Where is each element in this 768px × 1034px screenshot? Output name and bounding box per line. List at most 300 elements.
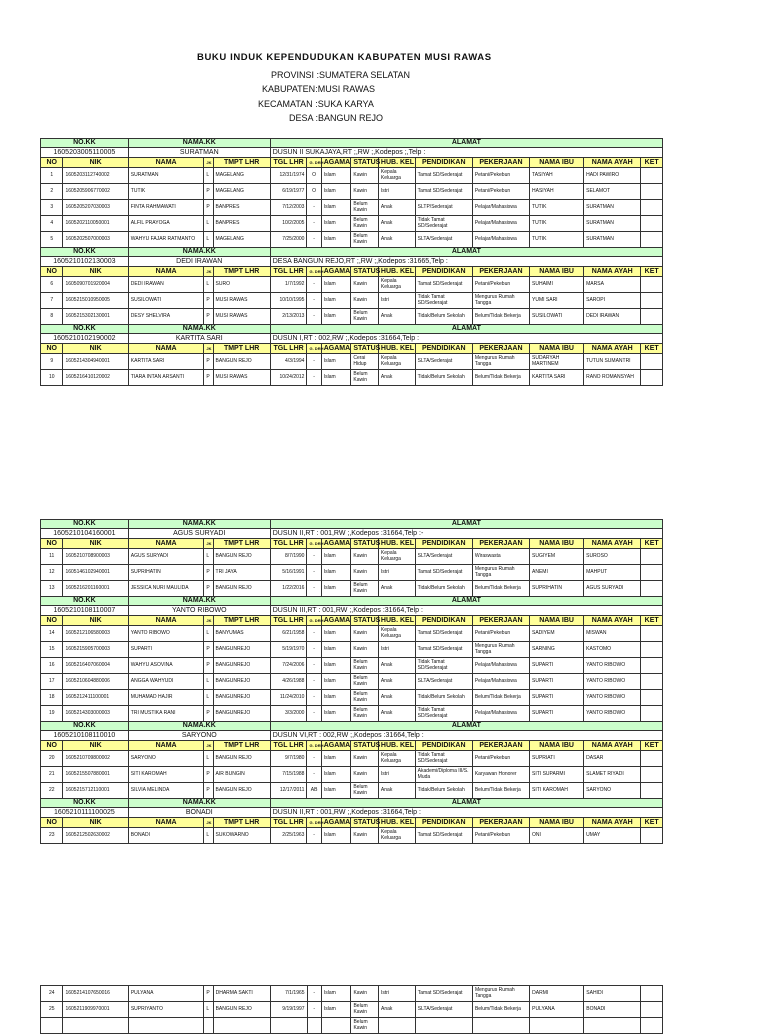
table-cell: - — [307, 200, 321, 216]
table-cell: Islam — [321, 674, 351, 690]
family-header-values — [41, 606, 663, 616]
column-header: STATUS — [351, 818, 379, 828]
table-cell — [641, 549, 663, 565]
table-cell: SAROPI — [584, 293, 641, 309]
table-row — [41, 658, 663, 674]
table-cell: 1605215010950005 — [63, 293, 128, 309]
table-cell — [128, 1018, 204, 1034]
column-header: TMPT LHR — [213, 344, 270, 354]
column-header: NAMA IBU — [530, 616, 584, 626]
table-cell: O — [307, 168, 321, 184]
no-kk-label: NO.KK — [41, 248, 129, 257]
table-cell: SUPRIYANTO — [128, 1002, 204, 1018]
table-cell: SUPRIHATIN — [128, 565, 204, 581]
column-header: STATUS — [351, 741, 379, 751]
alamat-label: ALAMAT — [270, 325, 662, 334]
table-cell: TASIYAH — [530, 168, 584, 184]
table-cell: 1605203112740002 — [63, 168, 128, 184]
column-header: STATUS — [351, 158, 379, 168]
table-cell: Mengurus Rumah Tangga — [472, 293, 529, 309]
table-cell: - — [307, 216, 321, 232]
table-cell: Anak — [379, 1002, 416, 1018]
table-cell: BANGUN REJO — [213, 354, 270, 370]
table-cell: 9/19/1997 — [270, 1002, 307, 1018]
table-cell: Kawin — [351, 184, 379, 200]
table-cell — [530, 1018, 584, 1034]
table-cell: Kawin — [351, 751, 379, 767]
table-cell: P — [204, 309, 213, 325]
table-cell: - — [307, 581, 321, 597]
table-cell: ALFIL PRAYOGA — [128, 216, 204, 232]
table-cell: Pelajar/Mahasiswa — [472, 216, 529, 232]
column-header: NAMA — [128, 818, 204, 828]
table-cell: Kepala Keluarga — [378, 828, 415, 844]
table-cell: - — [307, 626, 321, 642]
table-cell: SUDARYAH MARTINEM — [530, 354, 584, 370]
table-cell: Tidak/Belum Sekolah — [415, 370, 472, 386]
column-header: NAMA — [128, 616, 204, 626]
alamat-label: ALAMAT — [270, 597, 662, 606]
table-cell: 14 — [41, 626, 63, 642]
table-cell: Islam — [321, 642, 351, 658]
column-header: PENDIDIKAN — [415, 741, 472, 751]
table-cell: DHARMA SAKTI — [213, 986, 270, 1002]
table-cell: Kawin — [351, 549, 379, 565]
table-cell: 24 — [41, 986, 63, 1002]
table-cell: Mengurus Rumah Tangga — [472, 565, 529, 581]
column-header: NIK — [63, 267, 128, 277]
table-cell: Tamat SD/Sederajat — [415, 828, 472, 844]
column-header: PEKERJAAN — [472, 818, 529, 828]
table-cell: BANGUNREJO — [213, 690, 270, 706]
column-header: NIK — [63, 344, 128, 354]
column-header: KET — [641, 616, 663, 626]
table-cell: BANYUMAS — [213, 626, 270, 642]
table-cell: Islam — [321, 767, 351, 783]
table-cell: Belum/Tidak Bekerja — [472, 581, 529, 597]
column-header: PEKERJAAN — [472, 158, 529, 168]
column-header: KET — [641, 344, 663, 354]
table-cell: SUSILOWATI — [128, 293, 204, 309]
table-cell: Anak — [378, 690, 415, 706]
column-header: NAMA AYAH — [584, 616, 641, 626]
column-header: TMPT LHR — [213, 616, 270, 626]
column-header: NAMA IBU — [530, 818, 584, 828]
table-row — [41, 277, 663, 293]
table-cell: SARYONO — [128, 751, 204, 767]
table-cell: Pelajar/Mahasiswa — [472, 232, 529, 248]
register-table — [40, 519, 663, 844]
table-cell: Islam — [321, 986, 351, 1002]
table-cell: - — [307, 642, 321, 658]
table-cell — [641, 293, 663, 309]
table-cell — [641, 626, 663, 642]
table-cell: SUSILOWATI — [530, 309, 584, 325]
table-cell: Tidak Tamat SD/Sederajat — [415, 751, 472, 767]
table-cell: 11 — [41, 549, 63, 565]
table-cell: 2 — [41, 184, 63, 200]
column-header: PEKERJAAN — [472, 741, 529, 751]
table-cell: Islam — [321, 828, 351, 844]
table-cell: P — [204, 581, 213, 597]
table-cell: Belum Kawin — [351, 1018, 379, 1034]
table-cell: 18 — [41, 690, 63, 706]
table-cell: YANTO RIBOWO — [128, 626, 204, 642]
alamat-value: DUSUN VI,RT : 002,RW ;,Kodepos :31664,Telp : — [270, 731, 662, 741]
table-cell — [204, 1018, 213, 1034]
table-cell: Istri — [378, 184, 415, 200]
table-cell: - — [307, 370, 321, 386]
table-cell: Islam — [321, 565, 351, 581]
column-header: KET — [641, 539, 663, 549]
table-cell — [641, 168, 663, 184]
table-cell: 5/19/1970 — [270, 642, 307, 658]
table-cell: 1605205906770002 — [63, 184, 128, 200]
table-cell: YANTO RIBOWO — [584, 674, 641, 690]
column-header-row — [41, 344, 663, 354]
table-cell: Petani/Pekebun — [472, 184, 529, 200]
table-cell — [641, 354, 663, 370]
table-cell — [307, 1018, 321, 1034]
table-cell — [641, 658, 663, 674]
column-header: NAMA AYAH — [584, 818, 641, 828]
table-cell: SARNING — [530, 642, 584, 658]
column-header: NO — [41, 616, 63, 626]
no-kk-label: NO.KK — [41, 520, 129, 529]
column-header: HUB. KEL — [378, 267, 415, 277]
column-header: G. DRH — [307, 741, 321, 751]
column-header: PENDIDIKAN — [415, 818, 472, 828]
alamat-label: ALAMAT — [270, 139, 662, 148]
column-header: G. DRH — [307, 158, 321, 168]
table-cell: Petani/Pekebun — [472, 626, 529, 642]
table-cell: 8 — [41, 309, 63, 325]
column-header-row — [41, 267, 663, 277]
table-cell: BANGUNREJO — [213, 706, 270, 722]
table-cell: 16 — [41, 658, 63, 674]
table-cell: Tamat SD/Sederajat — [415, 184, 472, 200]
table-cell: 1/7/1992 — [270, 277, 307, 293]
table-cell: 1605202110050001 — [63, 216, 128, 232]
family-header-labels — [41, 325, 663, 334]
table-cell: Pelajar/Mahasiswa — [472, 706, 529, 722]
table-cell: Kawin — [351, 293, 379, 309]
nama-kk-value: SURATMAN — [128, 148, 270, 158]
no-kk-label: NO.KK — [41, 597, 129, 606]
alamat-value: DUSUN I,RT : 002,RW ;,Kodepos :31664,Telp : — [270, 334, 662, 344]
column-header: NAMA — [128, 267, 204, 277]
table-cell: O — [307, 184, 321, 200]
header-kecamatan: KECAMATAN :SUKA KARYA — [258, 99, 374, 109]
table-cell: - — [307, 232, 321, 248]
no-kk-label: NO.KK — [41, 139, 129, 148]
table-cell: 10/2/2005 — [270, 216, 307, 232]
table-cell: Belum Kawin — [351, 690, 379, 706]
column-header: HUB. KEL — [378, 344, 415, 354]
nama-kk-value: SARYONO — [128, 731, 270, 741]
family-header-values — [41, 148, 663, 158]
table-cell: 11/24/2010 — [270, 690, 307, 706]
no-kk-value: 1605210108110010 — [41, 731, 129, 741]
alamat-value: DESA BANGUN REJO,RT ;,RW ;,Kodepos :31665,Telp : — [270, 257, 662, 267]
table-cell: BANGUN REJO — [213, 581, 270, 597]
table-cell: - — [307, 549, 321, 565]
table-cell: Mengurus Rumah Tangga — [472, 642, 529, 658]
table-cell: BANPRES — [213, 216, 270, 232]
column-header: PEKERJAAN — [472, 616, 529, 626]
alamat-label: ALAMAT — [270, 799, 662, 808]
table-cell: Kepala Keluarga — [378, 626, 415, 642]
table-cell: Kepala Keluarga — [378, 354, 415, 370]
table-cell — [641, 783, 663, 799]
column-header: JK — [204, 344, 213, 354]
column-header-row — [41, 158, 663, 168]
table-cell: MISWAN — [584, 626, 641, 642]
table-cell: Anak — [378, 706, 415, 722]
table-row — [41, 674, 663, 690]
table-cell — [472, 1018, 529, 1034]
table-cell — [641, 200, 663, 216]
table-cell: SURATMAN — [584, 200, 641, 216]
column-header: NIK — [63, 741, 128, 751]
table-cell: L — [204, 232, 213, 248]
table-cell: Islam — [321, 626, 351, 642]
column-header: NAMA IBU — [530, 267, 584, 277]
table-cell: 9 — [41, 354, 63, 370]
table-cell: MAGELANG — [213, 168, 270, 184]
table-cell: 25 — [41, 1002, 63, 1018]
table-cell: Belum Kawin — [351, 370, 379, 386]
table-cell: P — [204, 293, 213, 309]
table-cell: SADIYEM — [530, 626, 584, 642]
table-cell: 8/7/1990 — [270, 549, 307, 565]
table-cell: Petani/Pekebun — [472, 751, 529, 767]
table-row — [41, 216, 663, 232]
table-cell: P — [204, 658, 213, 674]
alamat-label: ALAMAT — [270, 248, 662, 257]
alamat-value: DUSUN II,RT : 001,RW ;,Kodepos :31664,Telp :- — [270, 529, 662, 539]
column-header: NAMA IBU — [530, 344, 584, 354]
table-cell: KASTOMO — [584, 642, 641, 658]
table-cell: Kepala Keluarga — [378, 277, 415, 293]
table-cell: Belum/Tidak Bekerja — [472, 370, 529, 386]
no-kk-value: 1605210102130003 — [41, 257, 129, 267]
table-cell: Kawin — [351, 168, 379, 184]
nama-kk-label: NAMA.KK — [128, 520, 270, 529]
table-cell: L — [204, 828, 213, 844]
table-cell: Tidak/Belum Sekolah — [415, 783, 472, 799]
table-cell: - — [307, 565, 321, 581]
table-row — [41, 184, 663, 200]
column-header: AGAMA — [321, 818, 351, 828]
family-header-values — [41, 731, 663, 741]
table-cell: Belum Kawin — [351, 309, 379, 325]
table-cell: Tamat SD/Sederajat — [415, 986, 472, 1002]
table-cell: Kepala Keluarga — [378, 549, 415, 565]
table-cell: ANGGA WAHYUDI — [128, 674, 204, 690]
table-cell: YANTO RIBOWO — [584, 706, 641, 722]
table-cell: TUTIK — [128, 184, 204, 200]
table-cell: Cerai Hidup — [351, 354, 379, 370]
table-cell: WAHYU ASOVINA — [128, 658, 204, 674]
column-header: G. DRH — [307, 344, 321, 354]
table-cell: Tidak Tamat SD/Sederajat — [415, 293, 472, 309]
table-row — [41, 642, 663, 658]
nama-kk-value: AGUS SURYADI — [128, 529, 270, 539]
table-cell: Petani/Pekebun — [472, 828, 529, 844]
table-cell: L — [204, 1002, 213, 1018]
table-cell: P — [204, 370, 213, 386]
table-cell: 4/3/1994 — [270, 354, 307, 370]
table-cell: - — [307, 690, 321, 706]
table-cell: - — [307, 706, 321, 722]
table-row — [41, 626, 663, 642]
table-cell: MAHPUT — [584, 565, 641, 581]
no-kk-value: 1605210104160001 — [41, 529, 129, 539]
table-cell: KARTITA SARI — [128, 354, 204, 370]
table-cell: Istri — [378, 565, 415, 581]
table-cell — [641, 690, 663, 706]
table-cell: 10 — [41, 370, 63, 386]
table-cell — [41, 1018, 63, 1034]
table-cell: Tamat SD/Sederajat — [415, 277, 472, 293]
table-cell: Kawin — [351, 767, 379, 783]
table-cell: Anak — [378, 200, 415, 216]
nama-kk-label: NAMA.KK — [128, 799, 270, 808]
table-cell: Islam — [321, 658, 351, 674]
column-header: TGL LHR — [270, 158, 307, 168]
table-cell — [641, 767, 663, 783]
table-cell: Pelajar/Mahasiswa — [472, 658, 529, 674]
nama-kk-value: DEDI IRAWAN — [128, 257, 270, 267]
table-cell: Wiraswasta — [472, 549, 529, 565]
table-cell: MUSI RAWAS — [213, 293, 270, 309]
table-row — [41, 293, 663, 309]
table-cell: BANGUN REJO — [213, 783, 270, 799]
family-header-labels — [41, 248, 663, 257]
register-table — [40, 985, 663, 1034]
table-row — [41, 706, 663, 722]
column-header: NAMA — [128, 539, 204, 549]
table-cell: Kawin — [351, 828, 379, 844]
table-cell: Istri — [378, 642, 415, 658]
column-header: NAMA IBU — [530, 158, 584, 168]
table-cell: Anak — [378, 216, 415, 232]
table-row — [41, 232, 663, 248]
column-header: PENDIDIKAN — [415, 344, 472, 354]
table-cell: PULYANA — [128, 986, 204, 1002]
no-kk-value: 1605203005110005 — [41, 148, 129, 158]
table-cell: Islam — [321, 168, 351, 184]
no-kk-label: NO.KK — [41, 722, 129, 731]
table-cell: SLTA/Sederajat — [415, 674, 472, 690]
table-cell: 23 — [41, 828, 63, 844]
table-cell: TUTUN SUMANTRI — [584, 354, 641, 370]
table-cell — [641, 309, 663, 325]
table-cell: Anak — [378, 674, 415, 690]
column-header: NAMA AYAH — [584, 741, 641, 751]
table-cell: TUTIK — [530, 232, 584, 248]
table-cell: 3/3/2000 — [270, 706, 307, 722]
table-cell: SUHAIMI — [530, 277, 584, 293]
table-cell: Kawin — [351, 565, 379, 581]
table-cell: Istri — [378, 293, 415, 309]
table-cell: Islam — [321, 783, 351, 799]
table-cell: AIR BUNGIN — [213, 767, 270, 783]
table-cell: SLTP/Sederajat — [415, 200, 472, 216]
table-cell: 17 — [41, 674, 63, 690]
table-cell: L — [204, 674, 213, 690]
table-cell: 6 — [41, 277, 63, 293]
table-cell: Kawin — [351, 986, 379, 1002]
table-cell: P — [204, 200, 213, 216]
nama-kk-label: NAMA.KK — [128, 325, 270, 334]
table-cell: SARYONO — [584, 783, 641, 799]
table-cell: 7/24/2006 — [270, 658, 307, 674]
table-cell: KARTITA SARI — [530, 370, 584, 386]
column-header: JK — [204, 818, 213, 828]
column-header: NAMA AYAH — [584, 267, 641, 277]
table-cell: - — [307, 986, 321, 1002]
table-cell: Kawin — [351, 277, 379, 293]
header-kabupaten: KABUPATEN:MUSI RAWAS — [262, 84, 376, 94]
table-cell: Tidak/Belum Sekolah — [415, 581, 472, 597]
table-row — [41, 690, 663, 706]
table-cell: DARMI — [530, 986, 584, 1002]
table-cell: DASAR — [584, 751, 641, 767]
table-cell: Tamat SD/Sederajat — [415, 642, 472, 658]
table-cell: - — [307, 1002, 321, 1018]
table-cell: SUPRIHATIN — [530, 581, 584, 597]
table-row — [41, 751, 663, 767]
table-cell: Kepala Keluarga — [378, 168, 415, 184]
column-header: JK — [204, 267, 213, 277]
table-cell: SAHIDI — [584, 986, 641, 1002]
family-header-values — [41, 257, 663, 267]
table-cell: MUSI RAWAS — [213, 370, 270, 386]
column-header: AGAMA — [321, 741, 351, 751]
table-cell: YANTO RIBOWO — [584, 690, 641, 706]
table-cell: Belum Kawin — [351, 216, 379, 232]
table-cell: SUPARTI — [530, 690, 584, 706]
column-header: NO — [41, 818, 63, 828]
column-header: NAMA IBU — [530, 741, 584, 751]
table-cell: 1605211909970001 — [63, 1002, 128, 1018]
table-cell: P — [204, 565, 213, 581]
family-header-values — [41, 808, 663, 818]
table-cell: Kepala Keluarga — [378, 751, 415, 767]
table-cell: Islam — [321, 354, 351, 370]
table-cell: TUTIK — [530, 216, 584, 232]
table-cell: BANGUNREJO — [213, 674, 270, 690]
table-cell: P — [204, 986, 213, 1002]
table-cell: Istri — [379, 986, 416, 1002]
table-row — [41, 581, 663, 597]
table-cell: WAHYU FAJAR RATMANTO — [128, 232, 204, 248]
table-cell: 1605214304940001 — [63, 354, 128, 370]
column-header: TMPT LHR — [213, 741, 270, 751]
nama-kk-label: NAMA.KK — [128, 248, 270, 257]
no-kk-value: 1605210102190002 — [41, 334, 129, 344]
table-cell: 7/12/2003 — [270, 200, 307, 216]
table-cell — [641, 184, 663, 200]
table-cell: PULYANA — [530, 1002, 584, 1018]
table-cell: SUROSO — [584, 549, 641, 565]
table-cell: Anak — [378, 232, 415, 248]
table-cell: Belum/Tidak Bekerja — [472, 309, 529, 325]
nama-kk-value: KARTITA SARI — [128, 334, 270, 344]
column-header: NAMA AYAH — [584, 158, 641, 168]
